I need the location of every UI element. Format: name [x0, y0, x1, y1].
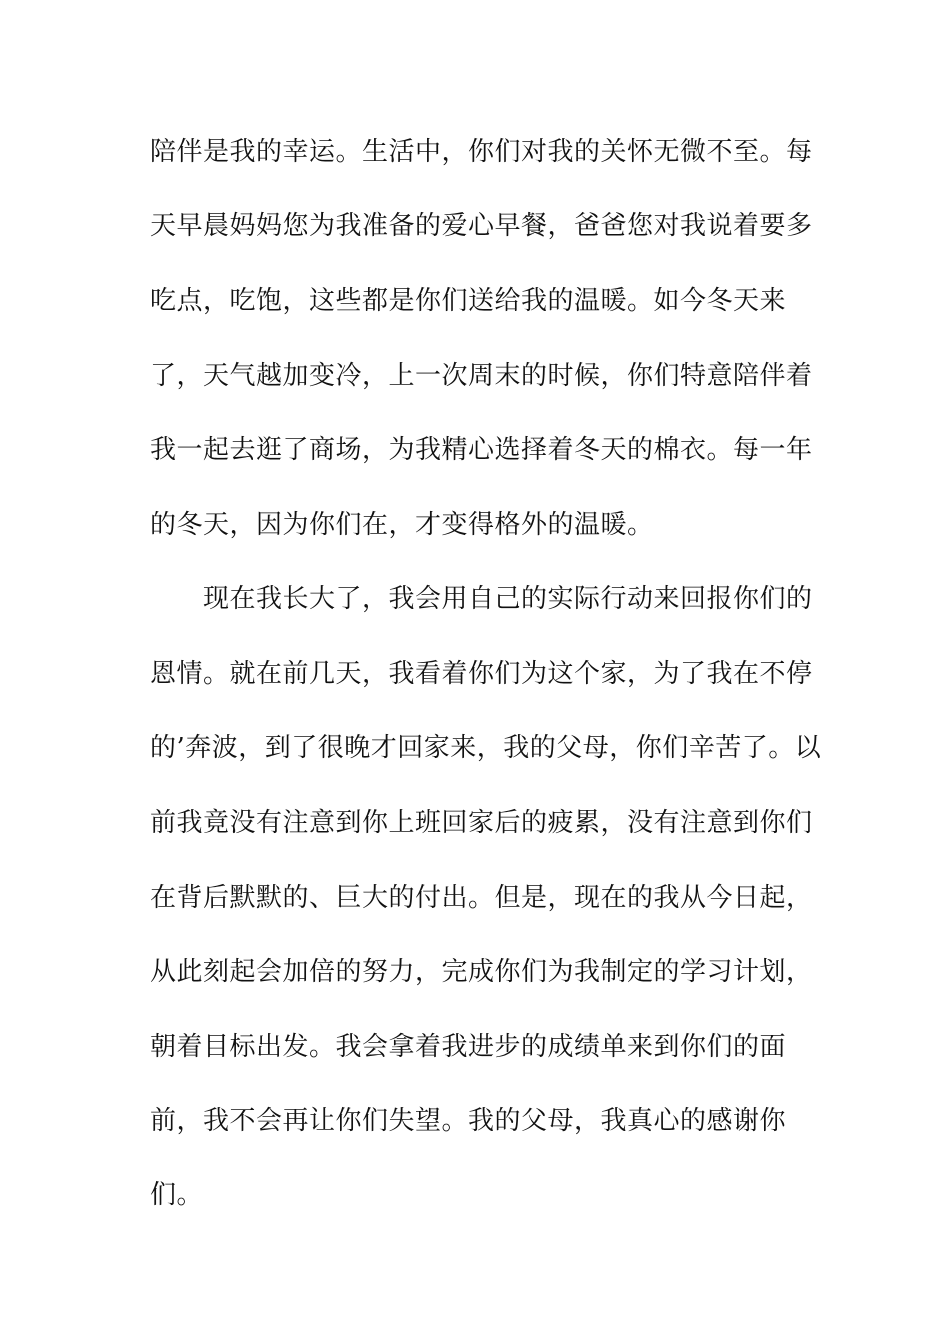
text-line: 们。	[150, 1180, 204, 1210]
text-line: 朝着目标出发。我会拿着我进步的成绩单来到你们的面	[150, 1032, 787, 1062]
text-line: 天早晨妈妈您为我准备的爱心早餐，爸爸您对我说着要多	[150, 211, 813, 241]
text-line: 前，我不会再让你们失望。我的父母，我真心的感谢你	[150, 1106, 787, 1136]
text-line: 我一起去逛了商场，为我精心选择着冬天的棉衣。每一年	[150, 435, 813, 465]
text-line: 恩情。就在前几天，我看着你们为这个家，为了我在不停	[150, 659, 813, 689]
paragraph-first-line: 现在我长大了，我会用自己的实际行动来回报你们的	[203, 584, 813, 614]
text-line: 了，天气越加变冷，上一次周末的时候，你们特意陪伴着	[150, 361, 813, 391]
text-line: 陪伴是我的幸运。生活中，你们对我的关怀无微不至。每	[150, 137, 813, 167]
text-line: 的’奔波，到了很晚才回家来，我的父母，你们辛苦了。以	[150, 733, 822, 763]
text-line: 的冬天，因为你们在，才变得格外的温暖。	[150, 510, 654, 540]
text-line: 前我竟没有注意到你上班回家后的疲累，没有注意到你们	[150, 808, 813, 838]
text-line: 从此刻起会加倍的努力，完成你们为我制定的学习计划，	[150, 957, 813, 987]
text-line: 在背后默默的、巨大的付出。但是，现在的我从今日起，	[150, 883, 813, 913]
text-line: 吃点，吃饱，这些都是你们送给我的温暖。如今冬天来	[150, 286, 787, 316]
